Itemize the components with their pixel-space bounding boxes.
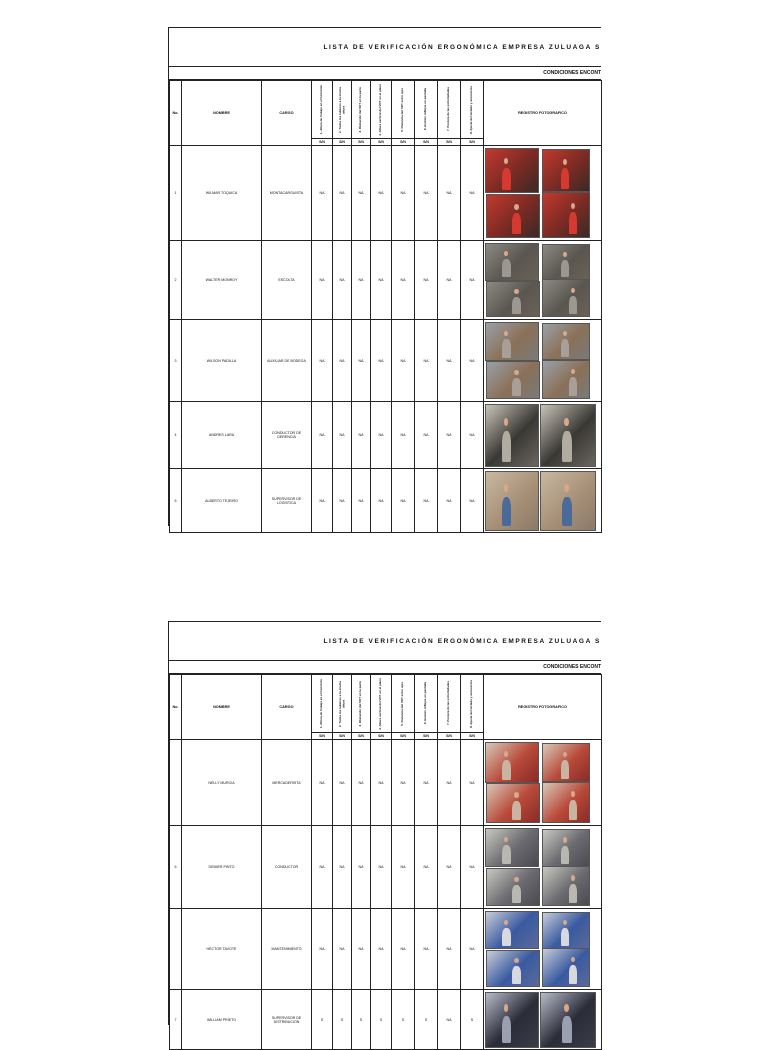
sn-cell: S/N bbox=[461, 139, 484, 146]
question-text: 6. Existen reflejos en pantalla bbox=[423, 88, 428, 131]
sn-cell: S/N bbox=[415, 139, 438, 146]
worker-photo bbox=[485, 148, 539, 194]
worker-photo bbox=[485, 911, 539, 950]
row-value: NA bbox=[461, 909, 484, 990]
worker-photo bbox=[485, 828, 539, 868]
row-value: NA bbox=[415, 826, 438, 909]
row-value: NA bbox=[415, 320, 438, 402]
row-cargo: SUPERVISOR DE DISTRIBUCION bbox=[262, 990, 312, 1050]
worker-figure bbox=[502, 845, 511, 864]
row-value: NA bbox=[312, 826, 333, 909]
row-value: NA bbox=[333, 826, 352, 909]
sn-cell: S/N bbox=[438, 733, 461, 740]
sn-cell: S/N bbox=[461, 733, 484, 740]
photo-background bbox=[486, 993, 538, 1047]
row-nombre: NELLY MURCIA bbox=[182, 740, 262, 826]
worker-figure bbox=[502, 497, 511, 526]
checklist-sheet-1 bbox=[168, 27, 601, 526]
table-row bbox=[170, 826, 602, 909]
row-value: NA bbox=[371, 146, 392, 241]
worker-head bbox=[504, 920, 509, 925]
worker-photo bbox=[542, 948, 590, 987]
conditions-row bbox=[169, 661, 601, 674]
row-value: NA bbox=[461, 241, 484, 320]
row-value: NA bbox=[392, 740, 415, 826]
table-row bbox=[170, 320, 602, 402]
row-number bbox=[170, 740, 182, 826]
worker-photo bbox=[542, 360, 590, 399]
photo-cell bbox=[484, 146, 602, 241]
row-value: NA bbox=[438, 909, 461, 990]
sn-cell: S/N bbox=[392, 733, 415, 740]
header-question bbox=[312, 675, 333, 733]
worker-head bbox=[504, 751, 509, 757]
worker-figure bbox=[569, 884, 577, 903]
worker-photo bbox=[540, 404, 596, 467]
row-value: NA bbox=[415, 909, 438, 990]
header-no: No. bbox=[170, 81, 182, 146]
header-question bbox=[415, 675, 438, 733]
photo-cell bbox=[484, 402, 602, 469]
row-cargo: ESCOLTA bbox=[262, 241, 312, 320]
worker-head bbox=[514, 370, 519, 375]
worker-figure bbox=[561, 168, 569, 189]
row-value: S bbox=[415, 990, 438, 1050]
row-value: NA bbox=[352, 909, 371, 990]
row-number: 7 bbox=[170, 990, 182, 1050]
photo-group bbox=[484, 242, 600, 319]
sn-cell: S/N bbox=[333, 733, 352, 740]
row-value: NA bbox=[352, 740, 371, 826]
worker-head bbox=[514, 792, 519, 797]
worker-photo bbox=[542, 866, 590, 906]
photo-background bbox=[543, 361, 589, 398]
question-text: 5. Distancia del VDT entre ojos bbox=[400, 87, 405, 132]
row-value: NA bbox=[461, 402, 484, 469]
row-cargo: MANTENIMIENTO bbox=[262, 909, 312, 990]
worker-head bbox=[563, 752, 567, 757]
row-cargo: MONTACARGUISTA bbox=[262, 146, 312, 241]
row-value: NA bbox=[312, 241, 333, 320]
photo-background bbox=[486, 323, 538, 360]
header-question bbox=[333, 675, 352, 733]
worker-photo bbox=[486, 281, 540, 318]
conditions-row bbox=[169, 67, 601, 80]
photo-background bbox=[486, 743, 538, 782]
row-value: NA bbox=[438, 740, 461, 826]
worker-photo bbox=[485, 471, 539, 531]
row-value: S bbox=[312, 990, 333, 1050]
row-value: NA bbox=[352, 320, 371, 402]
row-value: NA bbox=[333, 241, 352, 320]
sn-cell: S/N bbox=[352, 733, 371, 740]
header-cargo: CARGO bbox=[262, 81, 312, 146]
worker-head bbox=[514, 958, 519, 963]
table-row bbox=[170, 990, 602, 1050]
worker-figure bbox=[562, 497, 572, 526]
question-text: 2. Todos los tableros a la misma altura bbox=[337, 680, 345, 727]
worker-figure bbox=[569, 800, 577, 820]
worker-photo bbox=[486, 194, 540, 238]
header-question bbox=[371, 81, 392, 139]
worker-figure bbox=[502, 259, 511, 277]
photo-group bbox=[484, 991, 600, 1049]
photo-cell bbox=[484, 990, 602, 1050]
photo-background bbox=[486, 149, 538, 193]
worker-figure bbox=[512, 801, 521, 820]
worker-figure bbox=[562, 1016, 572, 1043]
row-value: S bbox=[371, 990, 392, 1050]
photo-group bbox=[484, 910, 600, 989]
worker-photo bbox=[540, 471, 596, 531]
checklist-table bbox=[169, 80, 602, 533]
worker-figure bbox=[502, 339, 511, 358]
worker-photo bbox=[485, 742, 539, 783]
photo-cell bbox=[484, 241, 602, 320]
photo-cell bbox=[484, 909, 602, 990]
title-row bbox=[169, 622, 601, 661]
header-nombre: NOMBRE bbox=[182, 81, 262, 146]
worker-figure bbox=[562, 431, 572, 462]
worker-figure bbox=[502, 928, 511, 946]
row-nombre: HECTOR TAVOTE bbox=[182, 909, 262, 990]
table-row bbox=[170, 402, 602, 469]
row-value: NA bbox=[438, 990, 461, 1050]
row-value: S bbox=[392, 990, 415, 1050]
row-nombre: WILLIAM PRIETO bbox=[182, 990, 262, 1050]
header-no: No. bbox=[170, 675, 182, 740]
worker-photo bbox=[542, 743, 590, 783]
row-nombre: WALTER MONROY bbox=[182, 241, 262, 320]
header-question bbox=[461, 675, 484, 733]
row-value: S bbox=[352, 990, 371, 1050]
worker-figure bbox=[502, 168, 511, 190]
row-value: NA bbox=[371, 909, 392, 990]
row-value: NA bbox=[392, 320, 415, 402]
header-row bbox=[170, 675, 602, 733]
checklist-table bbox=[169, 674, 602, 1050]
row-value: NA bbox=[392, 909, 415, 990]
worker-photo bbox=[486, 783, 540, 823]
conditions-label: CONDICIONES ENCONT bbox=[543, 70, 601, 76]
worker-figure bbox=[569, 212, 577, 234]
photo-background bbox=[543, 867, 589, 905]
worker-figure bbox=[561, 928, 569, 946]
row-value: NA bbox=[461, 320, 484, 402]
row-value: NA bbox=[312, 146, 333, 241]
question-text: 5. Distancia del VDT entre ojos bbox=[400, 681, 405, 726]
row-value: NA bbox=[352, 241, 371, 320]
conditions-label: CONDICIONES ENCONT bbox=[543, 664, 601, 670]
question-text: 4. Altura vertical del VDT en el plano bbox=[378, 83, 383, 136]
row-nombre: DEIMER PINTO bbox=[182, 826, 262, 909]
question-text: 1. Altura de trabajo en el horizonte bbox=[319, 84, 324, 135]
worker-photo bbox=[542, 323, 590, 361]
question-text: 6. Existen reflejos en pantalla bbox=[423, 682, 428, 725]
header-question bbox=[461, 81, 484, 139]
row-cargo: SUPERVISOR DE LOGISTICA bbox=[262, 469, 312, 533]
worker-photo bbox=[485, 243, 539, 281]
photo-background bbox=[543, 949, 589, 986]
row-value: NA bbox=[392, 241, 415, 320]
header-question bbox=[392, 81, 415, 139]
sn-cell: S/N bbox=[333, 139, 352, 146]
worker-figure bbox=[512, 213, 521, 234]
row-value: NA bbox=[333, 146, 352, 241]
row-number: 6 bbox=[170, 826, 182, 909]
sn-cell: S/N bbox=[371, 733, 392, 740]
worker-head bbox=[514, 877, 519, 882]
row-nombre: WILSON PADILLA bbox=[182, 320, 262, 402]
photo-group bbox=[484, 321, 600, 401]
row-value: NA bbox=[312, 469, 333, 533]
worker-figure bbox=[512, 297, 521, 314]
header-question bbox=[312, 81, 333, 139]
row-value: NA bbox=[333, 469, 352, 533]
row-value: NA bbox=[352, 402, 371, 469]
worker-head bbox=[514, 204, 519, 210]
row-value: NA bbox=[438, 826, 461, 909]
header-registro: REGISTRO FOTOGRAFICO bbox=[484, 81, 602, 146]
row-value: NA bbox=[438, 241, 461, 320]
worker-head bbox=[571, 791, 575, 797]
worker-figure bbox=[502, 1016, 511, 1043]
row-value: NA bbox=[352, 146, 371, 241]
photo-cell bbox=[484, 320, 602, 402]
row-value: NA bbox=[392, 826, 415, 909]
worker-photo bbox=[542, 149, 590, 193]
row-number: 3 bbox=[170, 320, 182, 402]
header-question bbox=[352, 675, 371, 733]
row-value: NA bbox=[415, 402, 438, 469]
row-cargo: AUXILIAR DE BODEGA bbox=[262, 320, 312, 402]
worker-head bbox=[563, 159, 567, 165]
table-row bbox=[170, 241, 602, 320]
table-row bbox=[170, 146, 602, 241]
row-value: NA bbox=[371, 469, 392, 533]
question-text: 4. Altura vertical del VDT en el plano bbox=[378, 677, 383, 730]
row-value: NA bbox=[371, 402, 392, 469]
header-question bbox=[438, 81, 461, 139]
row-value: S bbox=[333, 990, 352, 1050]
row-value: NA bbox=[312, 740, 333, 826]
worker-head bbox=[571, 875, 575, 880]
photo-group bbox=[484, 741, 600, 825]
header-question bbox=[415, 81, 438, 139]
worker-figure bbox=[569, 296, 577, 314]
worker-figure bbox=[561, 260, 569, 277]
row-cargo: CONDUCTOR bbox=[262, 826, 312, 909]
row-value: NA bbox=[371, 320, 392, 402]
question-text: 7. Postura de las extremidades bbox=[446, 681, 451, 726]
header-nombre: NOMBRE bbox=[182, 675, 262, 740]
worker-photo bbox=[542, 244, 590, 281]
worker-figure bbox=[502, 431, 511, 462]
sheet-title: LISTA DE VERIFICACIÓN ERGONÓMICA EMPRESA ZULUAGA S bbox=[323, 638, 601, 645]
worker-figure bbox=[561, 760, 569, 779]
row-value: NA bbox=[438, 469, 461, 533]
row-value: NA bbox=[415, 469, 438, 533]
question-text: 8. Ajuste del teclado y accesorios bbox=[469, 679, 474, 728]
row-value: NA bbox=[438, 402, 461, 469]
checklist-sheet-2 bbox=[168, 621, 601, 1025]
row-cargo: MERCADERISTA bbox=[262, 740, 312, 826]
worker-photo bbox=[542, 829, 590, 867]
row-value: S bbox=[461, 990, 484, 1050]
table-row bbox=[170, 469, 602, 533]
worker-figure bbox=[569, 377, 577, 396]
table-row bbox=[170, 740, 602, 826]
row-value: NA bbox=[333, 320, 352, 402]
question-text: 2. Todos los tableros a la misma altura bbox=[337, 86, 345, 133]
worker-figure bbox=[561, 846, 569, 864]
worker-head bbox=[563, 837, 567, 842]
sn-cell: S/N bbox=[392, 139, 415, 146]
photo-group bbox=[484, 403, 600, 468]
row-value: NA bbox=[352, 826, 371, 909]
question-text: 3. Ubicación del VDT en la parte bbox=[358, 86, 363, 133]
photo-cell bbox=[484, 826, 602, 909]
sn-cell: S/N bbox=[312, 733, 333, 740]
question-text: 7. Postura de las extremidades bbox=[446, 87, 451, 132]
row-value: NA bbox=[371, 740, 392, 826]
row-number bbox=[170, 909, 182, 990]
photo-cell bbox=[484, 469, 602, 533]
row-number: 5 bbox=[170, 469, 182, 533]
sn-cell: S/N bbox=[415, 733, 438, 740]
table-row bbox=[170, 909, 602, 990]
row-value: NA bbox=[392, 469, 415, 533]
row-number: 2 bbox=[170, 241, 182, 320]
worker-figure bbox=[502, 760, 511, 780]
worker-photo bbox=[486, 361, 540, 399]
worker-photo bbox=[542, 192, 590, 238]
row-cargo: CONDUCTOR DE GERENCIA bbox=[262, 402, 312, 469]
row-value: NA bbox=[371, 241, 392, 320]
row-nombre: WILMAR TOQUICA bbox=[182, 146, 262, 241]
row-number: 1 bbox=[170, 146, 182, 241]
row-value: NA bbox=[438, 320, 461, 402]
header-question bbox=[352, 81, 371, 139]
photo-background bbox=[543, 193, 589, 237]
question-text: 3. Ubicación del VDT en la parte bbox=[358, 680, 363, 727]
header-question bbox=[333, 81, 352, 139]
photo-group bbox=[484, 470, 600, 532]
row-value: NA bbox=[312, 402, 333, 469]
row-number: 4 bbox=[170, 402, 182, 469]
row-nombre: ALBERTO TEJEIRO bbox=[182, 469, 262, 533]
row-value: NA bbox=[461, 146, 484, 241]
row-value: NA bbox=[461, 740, 484, 826]
worker-photo bbox=[486, 950, 540, 987]
row-value: NA bbox=[371, 826, 392, 909]
row-value: NA bbox=[415, 740, 438, 826]
row-value: NA bbox=[333, 402, 352, 469]
worker-photo bbox=[485, 404, 539, 467]
sn-cell: S/N bbox=[371, 139, 392, 146]
worker-figure bbox=[561, 339, 569, 357]
worker-head bbox=[564, 1004, 569, 1012]
header-question bbox=[438, 675, 461, 733]
photo-background bbox=[486, 912, 538, 949]
photo-group bbox=[484, 147, 600, 240]
worker-photo bbox=[542, 912, 590, 949]
worker-head bbox=[563, 252, 567, 257]
row-value: NA bbox=[415, 146, 438, 241]
header-registro: REGISTRO FOTOGRAFICO bbox=[484, 675, 602, 740]
worker-figure bbox=[512, 378, 521, 396]
photo-background bbox=[486, 405, 538, 466]
row-value: NA bbox=[312, 909, 333, 990]
row-value: NA bbox=[333, 740, 352, 826]
row-value: NA bbox=[352, 469, 371, 533]
photo-background bbox=[486, 829, 538, 867]
worker-photo bbox=[486, 868, 540, 906]
header-question bbox=[392, 675, 415, 733]
worker-photo bbox=[485, 992, 539, 1048]
header-question bbox=[371, 675, 392, 733]
sn-cell: S/N bbox=[352, 139, 371, 146]
title-row bbox=[169, 28, 601, 67]
photo-background bbox=[486, 244, 538, 280]
photo-group bbox=[484, 827, 600, 908]
worker-photo bbox=[540, 992, 596, 1048]
worker-head bbox=[514, 289, 519, 294]
row-value: NA bbox=[392, 146, 415, 241]
row-value: NA bbox=[312, 320, 333, 402]
photo-background bbox=[543, 783, 589, 822]
worker-head bbox=[571, 203, 575, 209]
worker-figure bbox=[569, 965, 577, 983]
photo-cell bbox=[484, 740, 602, 826]
sn-cell: S/N bbox=[312, 139, 333, 146]
question-text: 8. Ajuste del teclado y accesorios bbox=[469, 85, 474, 134]
question-text: 1. Altura de trabajo en el horizonte bbox=[319, 678, 324, 729]
photo-background bbox=[543, 280, 589, 316]
row-value: NA bbox=[461, 826, 484, 909]
row-value: NA bbox=[415, 241, 438, 320]
worker-photo bbox=[485, 322, 539, 361]
sn-cell: S/N bbox=[438, 139, 461, 146]
photo-background bbox=[486, 472, 538, 530]
row-value: NA bbox=[333, 909, 352, 990]
worker-photo bbox=[542, 279, 590, 317]
worker-figure bbox=[512, 966, 521, 984]
row-value: NA bbox=[392, 402, 415, 469]
header-cargo: CARGO bbox=[262, 675, 312, 740]
header-row bbox=[170, 81, 602, 139]
sheet-title: LISTA DE VERIFICACIÓN ERGONÓMICA EMPRESA ZULUAGA S bbox=[323, 44, 601, 51]
worker-photo bbox=[542, 782, 590, 823]
worker-figure bbox=[512, 885, 521, 903]
row-value: NA bbox=[461, 469, 484, 533]
row-value: NA bbox=[438, 146, 461, 241]
row-nombre: ANDRES LARA bbox=[182, 402, 262, 469]
